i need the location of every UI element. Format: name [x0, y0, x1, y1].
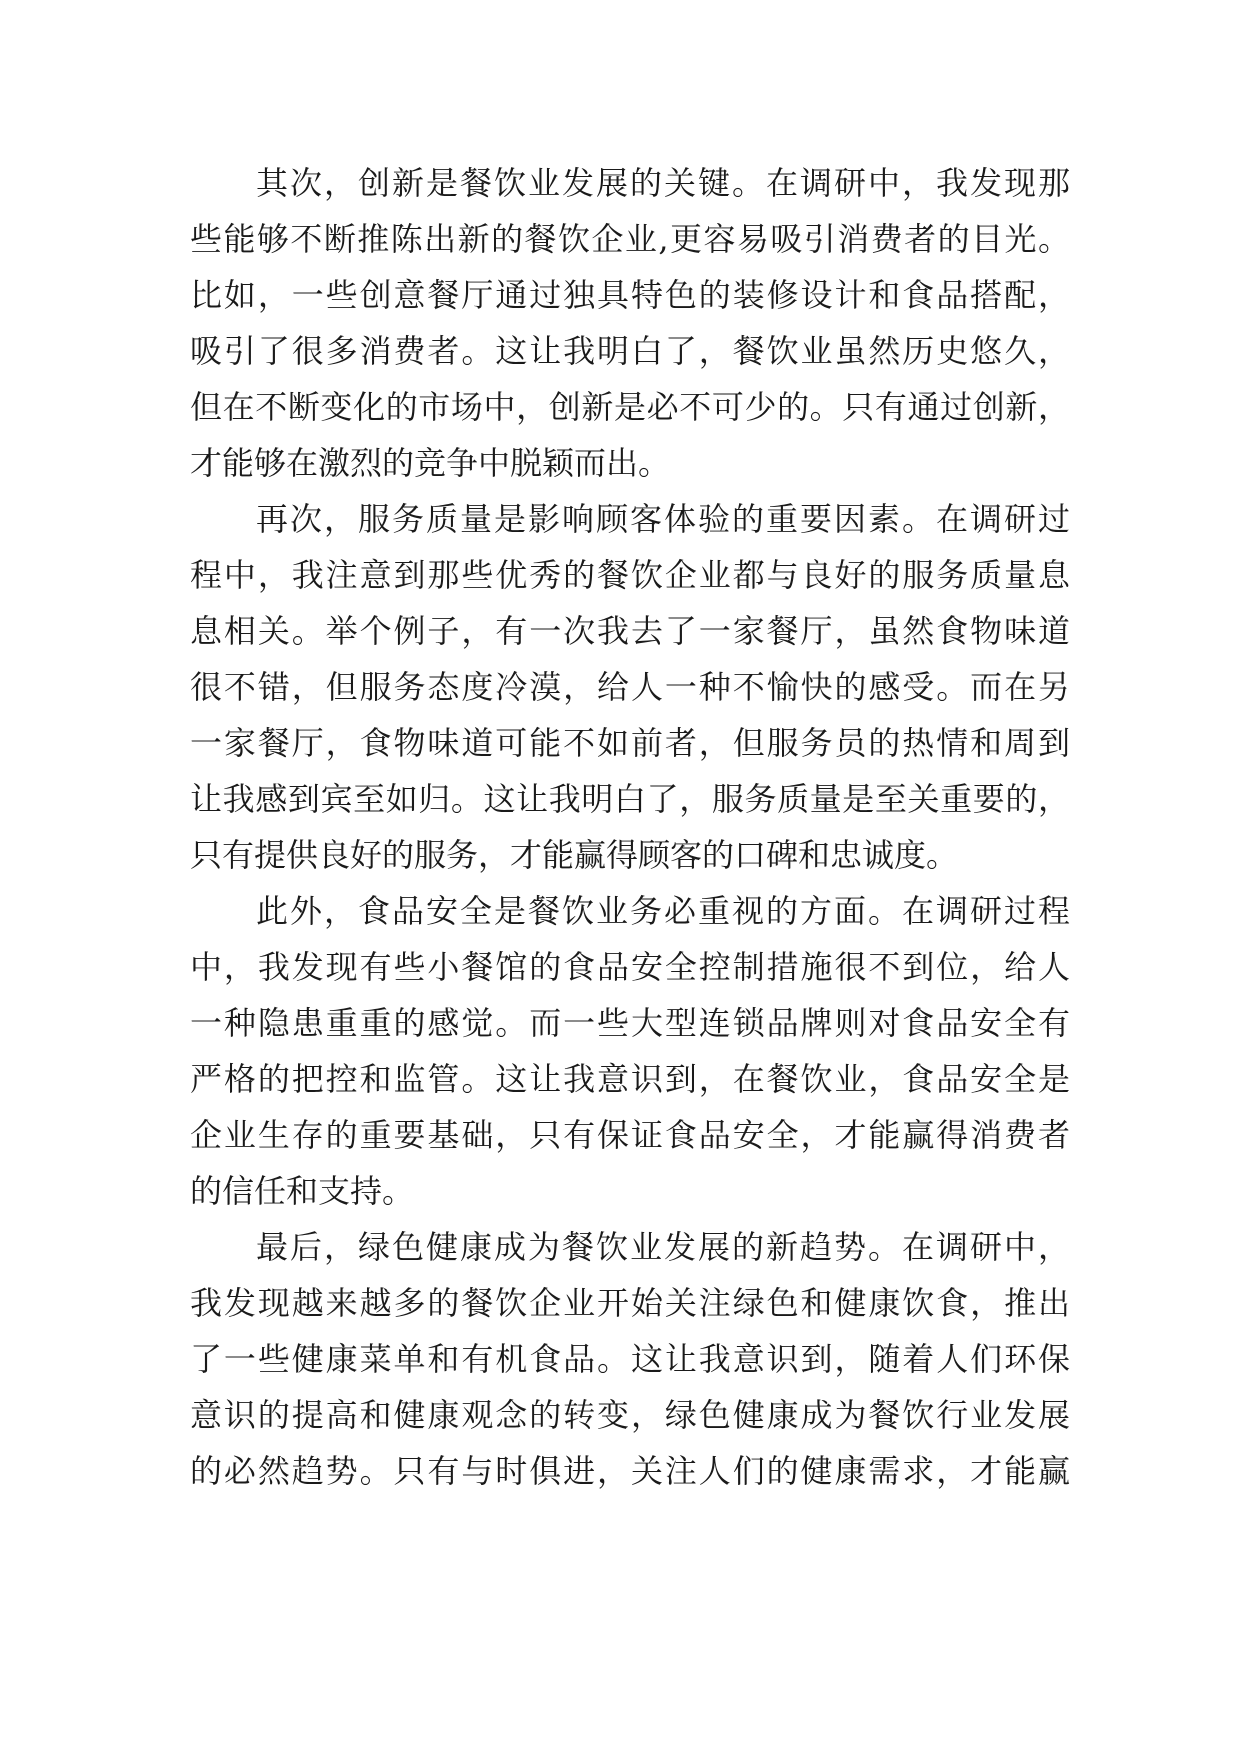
paragraph-3-line-1: 此外，食品安全是餐饮业务必重视的方面。在调研过程 — [256, 892, 1070, 930]
paragraph-3-line-6: 的信任和支持。 — [190, 1172, 415, 1210]
paragraph-2-line-5: 一家餐厅，食物味道可能不如前者，但服务员的热情和周到 — [190, 724, 1070, 762]
paragraph-1-line-4: 吸引了很多消费者。这让我明白了，餐饮业虽然历史悠久， — [190, 332, 1070, 370]
paragraph-2-line-6: 让我感到宾至如归。这让我明白了，服务质量是至关重要的， — [190, 780, 1070, 818]
paragraph-1-line-6: 才能够在激烈的竞争中脱颖而出。 — [190, 444, 671, 482]
paragraph-4-line-3: 了一些健康菜单和有机食品。这让我意识到，随着人们环保 — [190, 1340, 1070, 1378]
paragraph-4-line-2: 我发现越来越多的餐饮企业开始关注绿色和健康饮食，推出 — [190, 1284, 1070, 1322]
paragraph-4-line-5: 的必然趋势。只有与时俱进，关注人们的健康需求，才能赢 — [190, 1452, 1070, 1490]
paragraph-2-line-3: 息相关。举个例子，有一次我去了一家餐厅，虽然食物味道 — [190, 612, 1070, 650]
paragraph-2-line-7: 只有提供良好的服务，才能赢得顾客的口碑和忠诚度。 — [190, 836, 959, 874]
paragraph-3-line-3: 一种隐患重重的感觉。而一些大型连锁品牌则对食品安全有 — [190, 1004, 1070, 1042]
paragraph-2-line-2: 程中，我注意到那些优秀的餐饮企业都与良好的服务质量息 — [190, 556, 1070, 594]
paragraph-2-line-1: 再次，服务质量是影响顾客体验的重要因素。在调研过 — [256, 500, 1070, 538]
paragraph-2-line-4: 很不错，但服务态度冷漠，给人一种不愉快的感受。而在另 — [190, 668, 1070, 706]
paragraph-1-line-3: 比如，一些创意餐厅通过独具特色的装修设计和食品搭配， — [190, 276, 1070, 314]
paragraph-3-line-4: 严格的把控和监管。这让我意识到，在餐饮业，食品安全是 — [190, 1060, 1070, 1098]
paragraph-1-line-1: 其次，创新是餐饮业发展的关键。在调研中，我发现那 — [256, 164, 1070, 202]
paragraph-1-line-5: 但在不断变化的市场中，创新是必不可少的。只有通过创新， — [190, 388, 1070, 426]
paragraph-1-line-2: 些能够不断推陈出新的餐饮企业,更容易吸引消费者的目光。 — [190, 220, 1070, 258]
paragraph-4-line-1: 最后，绿色健康成为餐饮业发展的新趋势。在调研中， — [256, 1228, 1070, 1266]
paragraph-3-line-5: 企业生存的重要基础，只有保证食品安全，才能赢得消费者 — [190, 1116, 1070, 1154]
paragraph-4-line-4: 意识的提高和健康观念的转变，绿色健康成为餐饮行业发展 — [190, 1396, 1070, 1434]
paragraph-3-line-2: 中，我发现有些小餐馆的食品安全控制措施很不到位，给人 — [190, 948, 1070, 986]
